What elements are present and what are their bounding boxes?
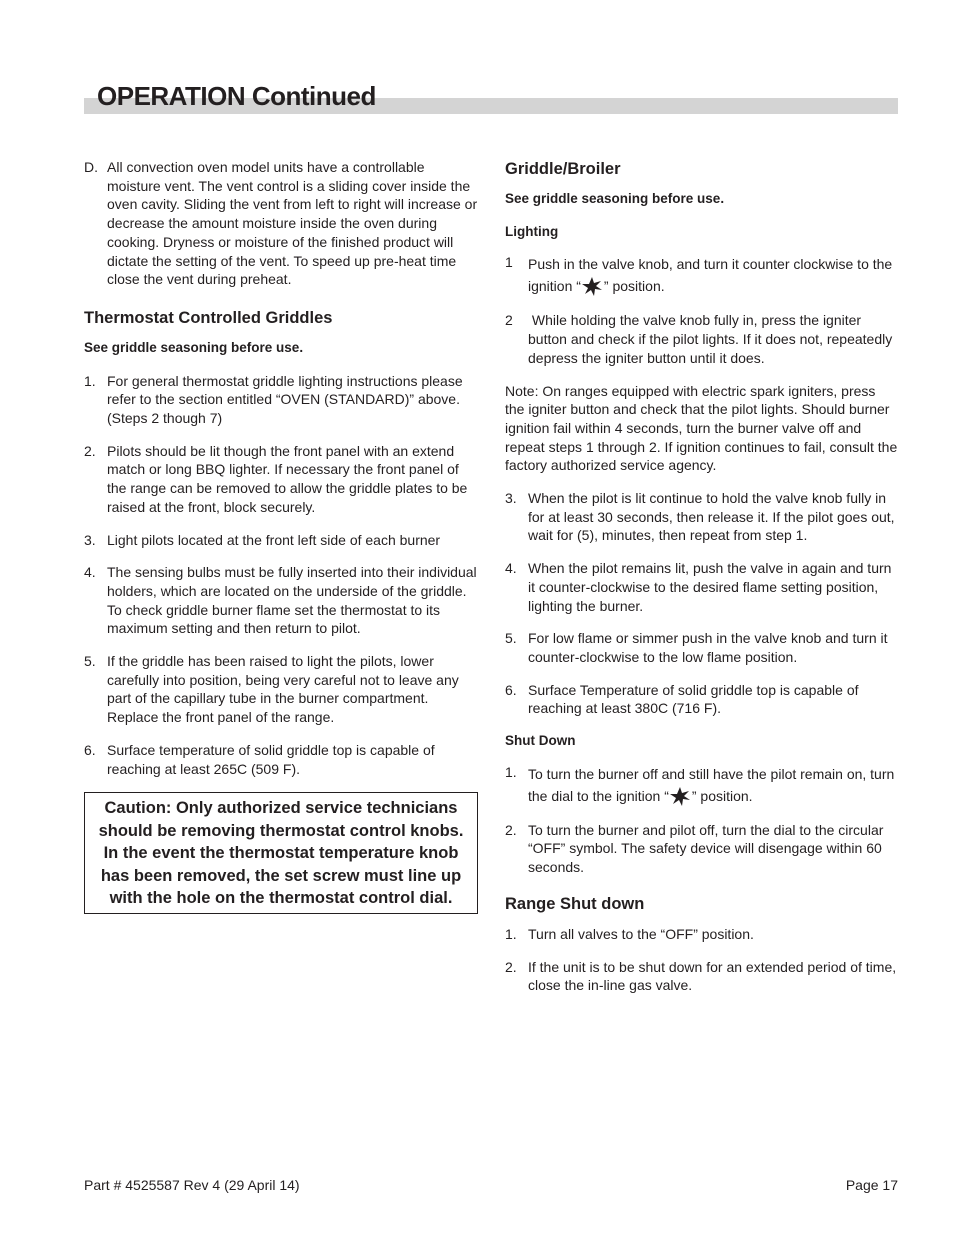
item-text: The sensing bulbs must be fully inserted into their individual holders, which are located on the underside of the griddle. To check griddle burner flame set the thermostat to its maximum setting and then return to pilot. xyxy=(107,564,477,637)
item-number: 2. xyxy=(505,821,517,838)
spark-icon xyxy=(670,787,690,806)
item-number: 6. xyxy=(84,741,96,758)
item-text-end: ” position. xyxy=(603,278,665,295)
item-number: D. xyxy=(84,159,98,175)
list-item xyxy=(505,958,898,995)
caution-box: Caution: Only authorized service technicians should be removing thermostat control knobs. In the event the thermostat temperature knob has been removed, the set screw must line up with the hole on the thermostat control dial. xyxy=(84,792,478,914)
right-column xyxy=(505,158,898,1009)
item-text: While holding the valve knob fully in, press the igniter button and check if the pilot lights. If it does not, repeatedly depress the igniter button until it does. xyxy=(528,312,897,366)
list-item xyxy=(505,629,898,666)
item-number: 1. xyxy=(84,372,96,389)
item-text: Light pilots located at the front left side of each burner xyxy=(107,531,441,548)
item-number: 1. xyxy=(505,763,517,780)
list-item xyxy=(505,253,898,297)
item-text: Pilots should be lit though the front panel with an extend match or long BBQ lighter. If necessary the front panel of the range can be removed to allow the griddle plates to be raised at the front, block securely. xyxy=(107,442,468,515)
item-number: 5. xyxy=(84,653,96,670)
item-text-start: Push in the valve knob, and turn it counter clockwise to the ignition “ xyxy=(528,256,893,295)
item-text: Surface temperature of solid griddle top is capable of reaching at least 265C (509 F). xyxy=(107,741,435,777)
list-item xyxy=(505,559,898,615)
list-item xyxy=(505,821,898,877)
item-number: 3. xyxy=(84,531,96,548)
item-text: When the pilot is lit continue to hold the valve knob fully in for at least 30 seconds, then release it. If the pilot goes out, wait for (5), minutes, then repeat from step 1. xyxy=(528,490,895,544)
list-item xyxy=(505,311,898,367)
item-text: All convection oven model units have a controllable moisture vent. The vent control is a sliding cover inside the oven cavity. Sliding the vent from left to right will increase or decrease the amount moisture inside the oven during cooking. Dryness or moisture of the finished product will dictate the setting of the vent. To speed up pre-heat time close the vent during preheat. xyxy=(107,159,478,288)
item-text xyxy=(528,253,898,297)
item-text: If the unit is to be shut down for an extended period of time, close the in-line gas valve. xyxy=(528,958,897,994)
list-item xyxy=(505,925,898,944)
item-number: 2. xyxy=(84,442,96,459)
item-number: 2 xyxy=(505,312,513,329)
list-item xyxy=(505,681,898,718)
item-number: 1 xyxy=(505,254,513,271)
section-heading-thermostat-griddles: Thermostat Controlled Griddles xyxy=(84,308,333,327)
item-number: 6. xyxy=(505,681,517,698)
lighting-label: Lighting xyxy=(505,223,559,239)
item-number: 4. xyxy=(84,564,96,581)
item-text: If the griddle has been raised to light the pilots, lower carefully into position, being very careful not to leave any part of the capillary tube in the burner compartment. Replace the front panel of the range. xyxy=(107,653,459,726)
list-item xyxy=(505,489,898,545)
left-column xyxy=(84,158,478,914)
shutdown-label: Shut Down xyxy=(505,733,576,749)
list-item xyxy=(84,652,478,727)
item-text: Surface Temperature of solid griddle top is capable of reaching at least 380C (716 F). xyxy=(528,681,859,717)
item-text: When the pilot remains lit, push the valve in again and turn it counter-clockwise to the desired flame setting position, lighting the burner. xyxy=(528,560,892,614)
item-number: 3. xyxy=(505,490,517,507)
list-item xyxy=(84,442,478,517)
item-text: For general thermostat griddle lighting instructions please refer to the section entitled “OVEN (STANDARD)” above. (Steps 2 though 7) xyxy=(107,372,463,427)
seasoning-note: See griddle seasoning before use. xyxy=(505,191,725,206)
list-item xyxy=(84,531,478,550)
item-number: 4. xyxy=(505,560,517,577)
list-item xyxy=(505,763,898,807)
item-text: For low flame or simmer push in the valve knob and turn it counter-clockwise to the low flame position. xyxy=(528,630,888,665)
list-item xyxy=(84,741,478,778)
section-heading-griddle-broiler: Griddle/Broiler xyxy=(505,160,621,178)
item-text: To turn the burner and pilot off, turn the dial to the circular “OFF” symbol. The safety device will disengage within 60 seconds. xyxy=(528,821,884,876)
item-number: 1. xyxy=(505,925,517,942)
section-heading-range-shutdown: Range Shut down xyxy=(505,894,645,913)
spark-igniter-note: Note: On ranges equipped with electric spark igniters, press the igniter button and check that the pilot lights. Should burner ignition fail within 4 seconds, turn the burner valve off and repeat steps 1 through 2. If ignition continues to fail, consult the factory authorized service agency. xyxy=(505,382,898,474)
list-item xyxy=(84,158,478,289)
seasoning-note: See griddle seasoning before use. xyxy=(84,339,304,355)
footer-part-number: Part # 4525587 Rev 4 (29 April 14) xyxy=(84,1177,300,1193)
list-item xyxy=(84,372,478,428)
item-number: 2. xyxy=(505,958,517,975)
page-title: OPERATION Continued xyxy=(97,81,376,111)
item-text xyxy=(528,763,898,807)
item-text-start: To turn the burner off and still have the pilot remain on, turn the dial to the ignition “ xyxy=(528,765,895,804)
spark-icon xyxy=(582,277,602,296)
item-text-end: ” position. xyxy=(691,787,753,804)
footer-page-number: Page 17 xyxy=(845,1177,898,1193)
item-text: Turn all valves to the “OFF” position. xyxy=(528,925,754,942)
list-item xyxy=(84,563,478,638)
item-number: 5. xyxy=(505,630,517,647)
